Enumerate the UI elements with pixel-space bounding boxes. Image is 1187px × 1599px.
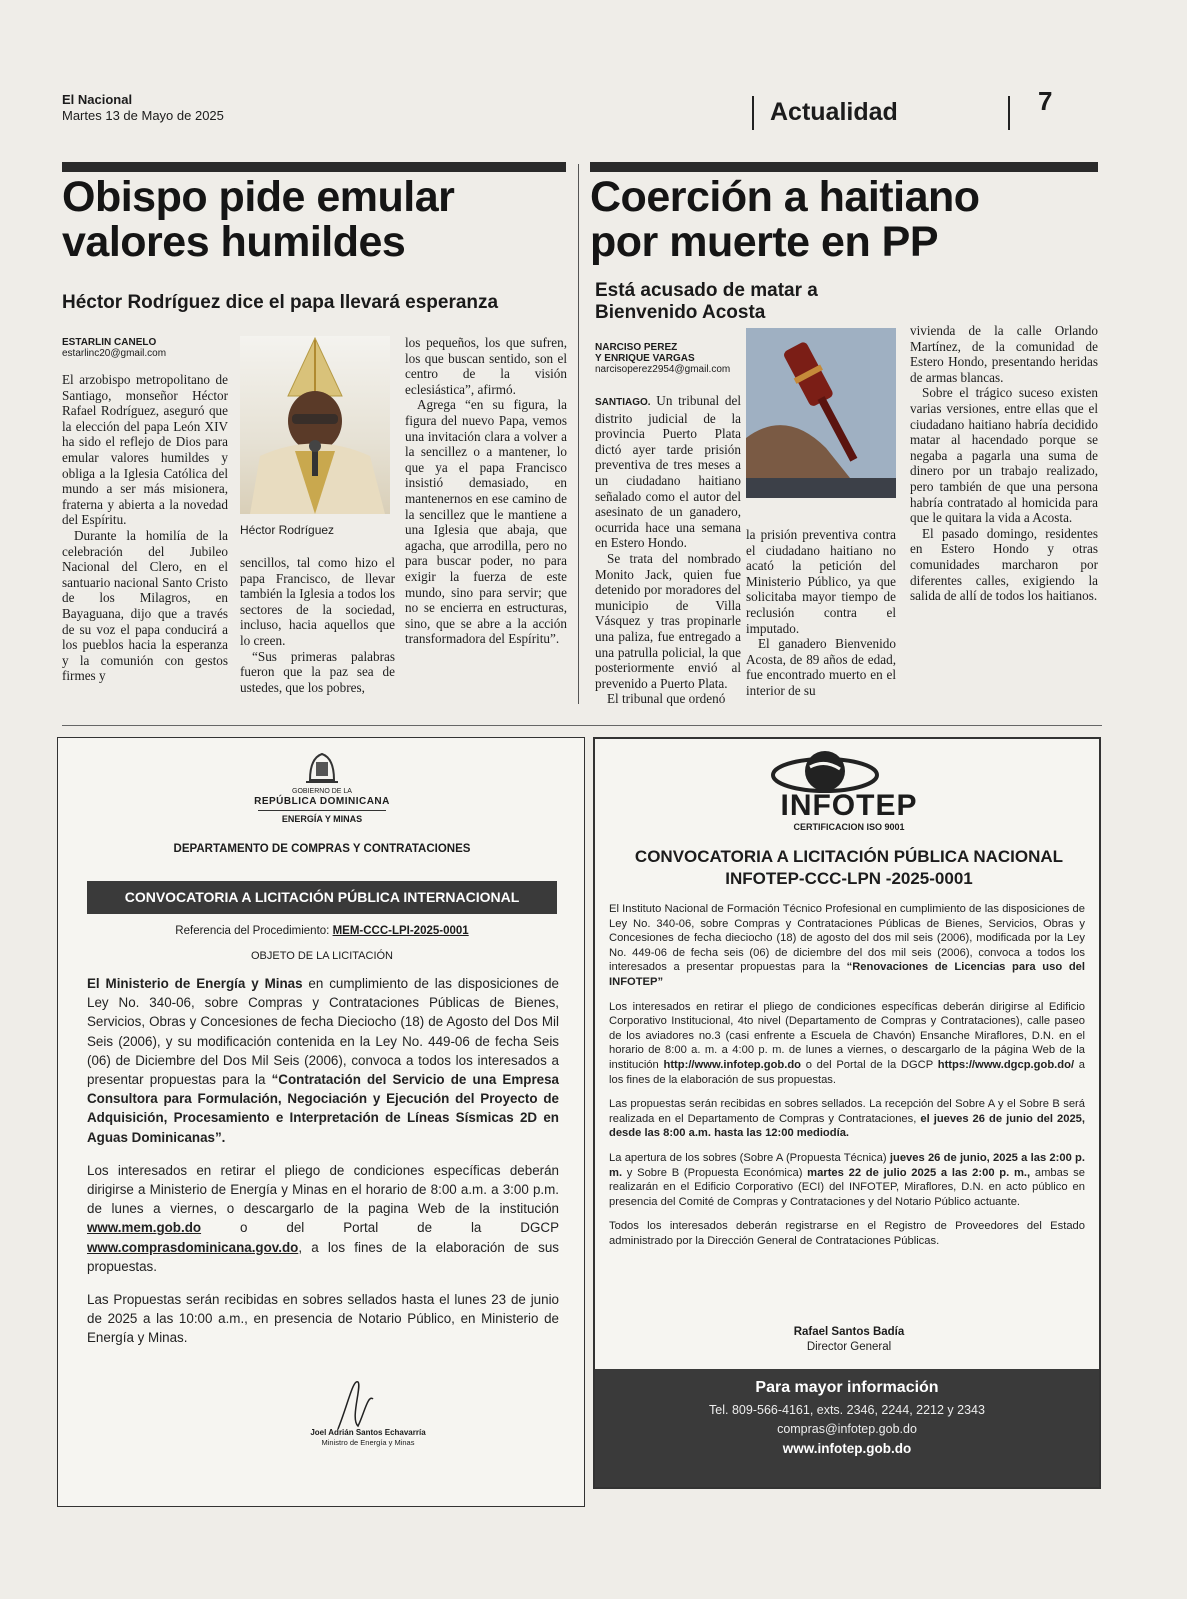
infotep-text: Las propuestas serán recibidas en sobres sellados. La recepción del Sobre A y el Sobre B será realizada en el Departamento de Compras y Contrataciones, [609,1098,1085,1125]
masthead-date: Martes 13 de Mayo de 2025 [62,108,224,123]
infotep-opening-a-date: jueves 26 de junio, 2025 a las 2:00 p. m. [609,1151,1085,1179]
dgcp-portal-link[interactable]: www.comprasdominicana.gov.do [87,1239,299,1255]
column-divider [578,164,579,704]
article2-text: Un tribunal del distrito judicial de la provincia Puerto Plata dictó ayer tarde prisión preventiva de tres meses a un ciudadano haitiano señalado como el autor del asesinato de un ganadero, ocurrida hace una semana en Estero Hondo. [595,393,742,551]
article2-paragraph: El tribunal que ordenó [607,691,726,707]
infotep-footer-phone: Tel. 809-566-4161, exts. 2346, 2244, 2212 y 2343 [709,1403,985,1417]
article2-byline-name: Y ENRIQUE VARGAS [595,353,695,364]
infotep-text: La apertura de los sobres (Sobre A (Propuesta Técnica) [609,1151,890,1164]
infotep-text: El Instituto Nacional de Formación Técnico Profesional en cumplimiento de las disposiciones de Ley No. 340-06, sobre Compras y Contrataciones Públicas de Bienes, Servicios, Obras y Concesiones de fecha dieciocho (18) de agosto del dos mil seis (2006), modificada por la Ley No. 449-06 de fecha seis (06) de diciembre del dos mil seis (2006), convoca a todos los interesados a presentar propuestas para la [609,903,1085,974]
article2-paragraph: vivienda de la calle Orlando Martínez, de la comunidad de Estero Hondo, presentando heridas de armas blancas. [910,323,1098,385]
article2-byline-email: narcisoperez2954@gmail.com [595,364,731,375]
article1-paragraph: los pequeños, los que sufren, los que buscan sentido, son el centro de la visión eclesiástica”, afirmó. [405,335,567,397]
article1-byline [62,337,166,359]
mem-ad [57,737,585,1507]
article1-headline [62,175,572,265]
infotep-paragraph: Todos los interesados deberán registrarse en el Registro de Proveedores del Estado administrado por la Dirección General de Contrataciones Públicas. [609,1220,1085,1247]
article1-column-2 [240,555,395,695]
mem-paragraph [87,1161,559,1276]
infotep-paragraph [609,902,1085,990]
article1-column-1 [62,372,228,684]
gov-line1: GOBIERNO DE LA [292,788,352,795]
bishop-photo [240,336,390,514]
gavel-photo [746,328,896,498]
procedure-reference [58,925,586,937]
article2-paragraph: Se trata del nombrado Monito Jack, quien fue detenido por moradores del municipio de Villa Vásquez y tras propinarle una paliza, fue entregado a una patrulla policial, la que posteriormente envió al prevenido a Puerto Plata. [595,550,741,691]
article2-column-3 [910,323,1098,604]
mem-text: , a los fines de la elaboración de sus propuestas. [87,1239,559,1274]
infotep-website-link[interactable]: http://www.infotep.gob.do [663,1058,802,1071]
infotep-footer-web[interactable]: www.infotep.gob.do [782,1441,912,1456]
article2-deck: Está acusado de matar a Bienvenido Acosta [595,280,818,323]
infotep-logo-text: INFOTEP [780,789,918,822]
infotep-paragraph [609,1151,1085,1209]
department-name: DEPARTAMENTO DE COMPRAS Y CONTRATACIONES [173,843,471,855]
infotep-footer-email[interactable]: compras@infotep.gob.do [777,1422,917,1436]
article2-headline-line1: Coerción a haitiano [590,173,980,221]
ministry-name: ENERGÍA Y MINAS [281,814,363,824]
bishop-photo-caption: Héctor Rodríguez [240,523,335,537]
tender-object-heading: OBJETO DE LA LICITACIÓN [250,950,394,962]
infotep-paragraph [609,1097,1085,1141]
article1-byline-name: ESTARLIN CANELO [62,337,157,348]
signature-icon [328,1374,388,1434]
infotep-footer-title: Para mayor información [755,1379,939,1396]
infotep-signer-name: Rafael Santos Badía [793,1326,905,1338]
infotep-text: a los fines de la elaboración de sus propuestas. [609,1058,1086,1086]
article2-byline-name: NARCISO PEREZ [595,342,678,353]
article2-column-1 [595,393,741,707]
mem-text: Los interesados en retirar el pliego de condiciones específicas deberán dirigirse a Ministerio de Energía y Minas en el horario de 8:00 a.m. a 3:00 p.m. de lunes a viernes, o descargarlo de la pagina Web de la institución [87,1162,559,1217]
infotep-text: ambas se realizarán en el Edificio Corporativo (ECI) del INFOTEP, Miraflores, D.N. en acto público en presencia del Comité de Compras y Contrataciones y del Notario Público actuante. [609,1166,1085,1208]
infotep-dgcp-link[interactable]: https://www.dgcp.gob.do/ [937,1058,1075,1071]
article1-headline-line1: Obispo pide emular [62,173,455,221]
government-seal-icon [302,750,342,786]
article1-paragraph: sencillos, tal como hizo el papa Francisco, de llevar también la Iglesia a todos los sectores de la sociedad, incluso, hacia aquellos que lo creen. [240,555,395,648]
tender-banner: CONVOCATORIA A LICITACIÓN PÚBLICA INTERNACIONAL [87,881,557,914]
infotep-reception-date: el jueves 26 de junio del 2025, desde las 8:00 a.m. hasta las 12:00 mediodía. [609,1112,1085,1140]
article2-paragraph: El pasado domingo, residentes en Estero Hondo y otras comunidades marcharon por diferentes calles, exigiendo la salida de allí de todos los haitianos. [910,525,1098,604]
section-name: Actualidad [770,98,898,126]
infotep-ad [593,737,1101,1489]
infotep-text: o del Portal de la DGCP [801,1058,938,1071]
reference-code: MEM-CCC-LPI-2025-0001 [332,925,469,937]
mem-text: o del Portal de la DGCP [201,1220,559,1236]
masthead-name: El Nacional [62,92,133,107]
article2-paragraph: la prisión preventiva contra el ciudadano haitiano no acató la petición del Ministerio Público, ya que solicitaba mayor tiempo de reclusión contra el imputado. [746,527,896,636]
article1-paragraph: Agrega “en su figura, la figura del nuevo Papa, vemos una invitación clara a volver a la sencillez o a mantener, lo que ya el papa Francisco insistió demasiado, en mantenernos en ese camino de la sencillez que le mantiene a una Iglesia que abaja, que agacha, que arrodilla, pero no para buscar poder, no para exigir la fuerza de este mundo, sino para servir; que no se encierra en estructuras, sino, que se abre a la acción transformadora del Espíritu”. [405,397,567,647]
article1-column-3 [405,335,567,647]
article1-paragraph: “Sus primeras palabras fueron que la paz sea de ustedes, que los pobres, [240,648,395,695]
article1-headline-line2: valores humildes [62,218,406,267]
article1-paragraph: Durante la homilía de la celebración del Jubileo Nacional del Clero, en el santuario nacional Santo Cristo de los Milagros, en Bayaguana, dijo que a través de su voz el papa conducirá a los pueblos hacia la esperanza y la comunión con gestos firmes y [62,527,228,684]
article1-paragraph: El arzobispo metropolitano de Santiago, monseñor Héctor Rafael Rodríguez, aseguró que la elección del papa León XIV ha sido el reflejo de Dios para emular valores humildes y obliga a la Iglesia Católica del mundo a ser más misionera, fraterna y abierta a la novedad del Espíritu. [62,372,228,528]
gov-rule [258,810,386,811]
article2-dateline: SANTIAGO. [595,397,651,408]
article1-deck: Héctor Rodríguez dice el papa llevará esperanza [62,292,499,313]
article2-byline [595,342,730,375]
rule-right [590,162,1098,172]
infotep-text: y Sobre B (Propuesta Económica) [622,1166,808,1179]
mem-website-link[interactable]: www.mem.gob.do [87,1220,202,1236]
gov-seal [58,750,586,791]
article1-byline-email: estarlinc20@gmail.com [62,348,167,359]
infotep-paragraph [609,1000,1085,1088]
infotep-title-line1: CONVOCATORIA A LICITACIÓN PÚBLICA NACIONAL [634,847,1064,866]
infotep-ad-body [609,902,1085,1258]
ads-divider [62,725,1102,726]
mem-signer-title: Ministro de Energía y Minas [321,1438,415,1447]
page-number: 7 [1038,86,1053,116]
article2-paragraph: Sobre el trágico suceso existen varias versiones, entre ellas que el ciudadano haitiano habría decidido matar al hacendado porque se negaba a pagarla una suma de dinero por un trabajo realizado, pero también de que una persona habría contratado al homicida para que le quitara la vida a Acosta. [910,385,1098,526]
mem-paragraph [87,974,559,1147]
gov-line2: REPÚBLICA DOMINICANA [254,796,390,807]
mem-paragraph: Las Propuestas serán recibidas en sobres sellados hasta el lunes 23 de junio de 2025 a las 10:00 a.m., en presencia de Notario Público, en Ministerio de Energía y Minas. [87,1292,559,1346]
mem-tender-object: “Contratación del Servicio de una Empresa Consultora para Formulación, Negociación y Ejecución del Proyecto de Adquisición, Procesamiento e Interpretación de Líneas Sísmicas 2D en Aguas Dominicanas”. [87,1072,559,1145]
rule-left [62,162,566,172]
article2-paragraph: El ganadero Bienvenido Acosta, de 89 años de edad, fue encontrado muerto en el interior de su [746,636,896,698]
reference-label: Referencia del Procedimiento: [175,925,330,937]
infotep-signer-title: Director General [806,1341,892,1353]
infotep-tender-object: “Renovaciones de Licencias para uso del INFOTEP” [609,961,1085,988]
mem-lead: El Ministerio de Energía y Minas [87,976,303,991]
article2-headline [590,175,1100,265]
infotep-text: Los interesados en retirar el pliego de condiciones específicas deberán dirigirse al Edificio Corporativo Institucional, 4to nivel (Departamento de Compras y Contrataciones), calle paseo de los aviadores no.3 (casi enfrente a Escuela de Chavón) Ensanche Miraflores, D.N. en el horario de 8:00 a. m. a 4:00 p. m. de lunes a viernes, o descargarlo de la página Web de la institución [609,1000,1085,1071]
mem-text: en cumplimiento de las disposiciones de Ley No. 340-06, sobre Compras y Contrataciones Públicas de Bienes, Servicios, Obras y Concesiones de fecha Dieciocho (18) de Agosto del Dos Mil Seis (2006), y su modificación contenida en la Ley No. 449-06 de fecha Seis (06) de Diciembre del Dos Mil Seis (2006), convoca a todos los interesados a presentar propuestas para la [87,976,559,1088]
infotep-opening-b-date: martes 22 de julio 2025 a las 2:00 p. m., [807,1166,1031,1179]
article2-paragraph [595,393,741,551]
infotep-title-line2: INFOTEP-CCC-LPN -2025-0001 [725,869,973,888]
infotep-footer [595,1369,1099,1487]
mem-signer-name: Joel Adrián Santos Echavarría [310,1428,426,1437]
article2-headline-line2: por muerte en PP [590,218,939,267]
infotep-iso: CERTIFICACION ISO 9001 [793,822,905,832]
article2-column-2 [746,527,896,699]
mem-ad-body [87,974,559,1348]
